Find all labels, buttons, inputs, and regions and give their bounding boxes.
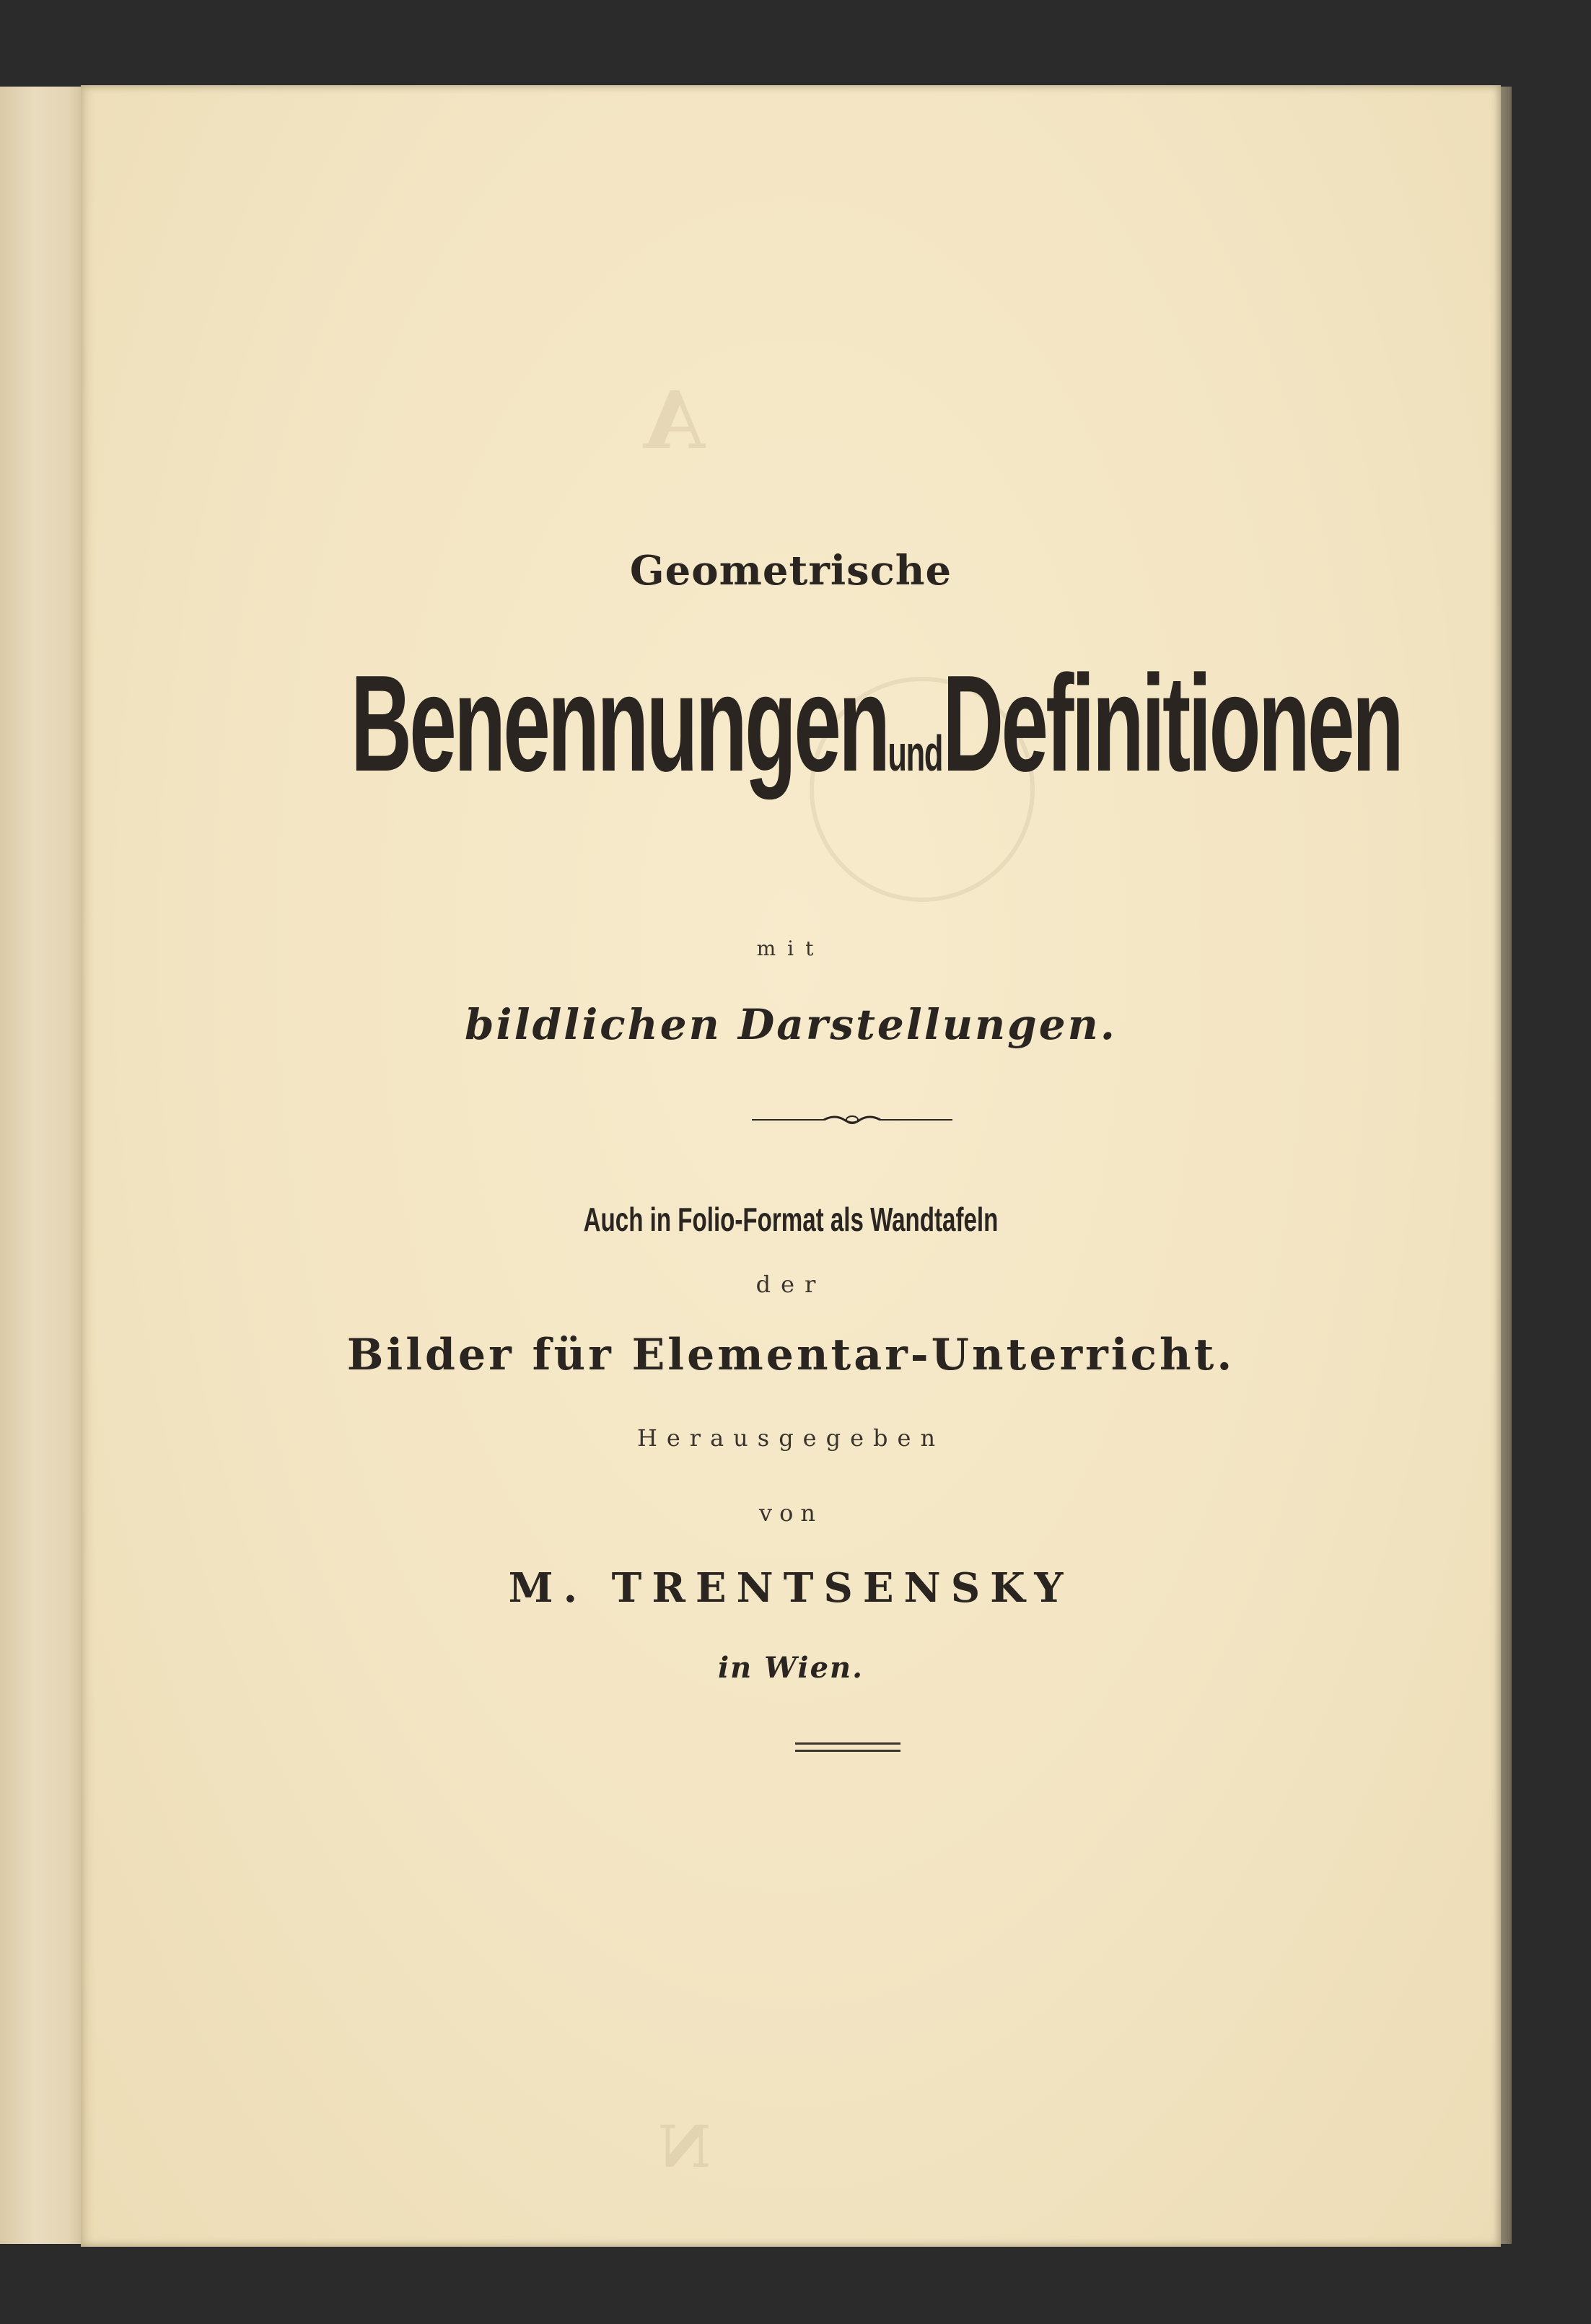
author-name: M. TRENTSENSKY <box>508 1564 1074 1612</box>
title-page <box>81 85 1501 2247</box>
title-und: und <box>887 725 943 781</box>
show-through-mark-top: A <box>644 374 706 467</box>
line-auch-folio: Auch in Folio-Format als Wandtafeln <box>583 1201 999 1238</box>
line-herausgegeben: Herausgegeben <box>636 1424 945 1452</box>
title-benennungen: Benennungen <box>350 647 888 800</box>
ornamental-divider <box>752 1112 952 1128</box>
line-mit: mit <box>756 937 825 960</box>
line-der: der <box>755 1271 826 1298</box>
double-rule-top <box>795 1742 900 1745</box>
place-wien: in Wien. <box>717 1651 864 1685</box>
line-bilder-unterricht: Bilder für Elementar-Unterricht. <box>346 1330 1235 1380</box>
show-through-mark-bottom: N <box>658 2113 711 2180</box>
title-geometrische: Geometrische <box>629 547 952 595</box>
title-definitionen: Definitionen <box>942 647 1402 800</box>
left-page-edge <box>0 87 88 2244</box>
subtitle-bildlichen: bildlichen Darstellungen. <box>465 1000 1117 1049</box>
double-rule-bottom <box>795 1750 900 1752</box>
main-title <box>350 647 1402 800</box>
line-von: von <box>759 1499 823 1527</box>
